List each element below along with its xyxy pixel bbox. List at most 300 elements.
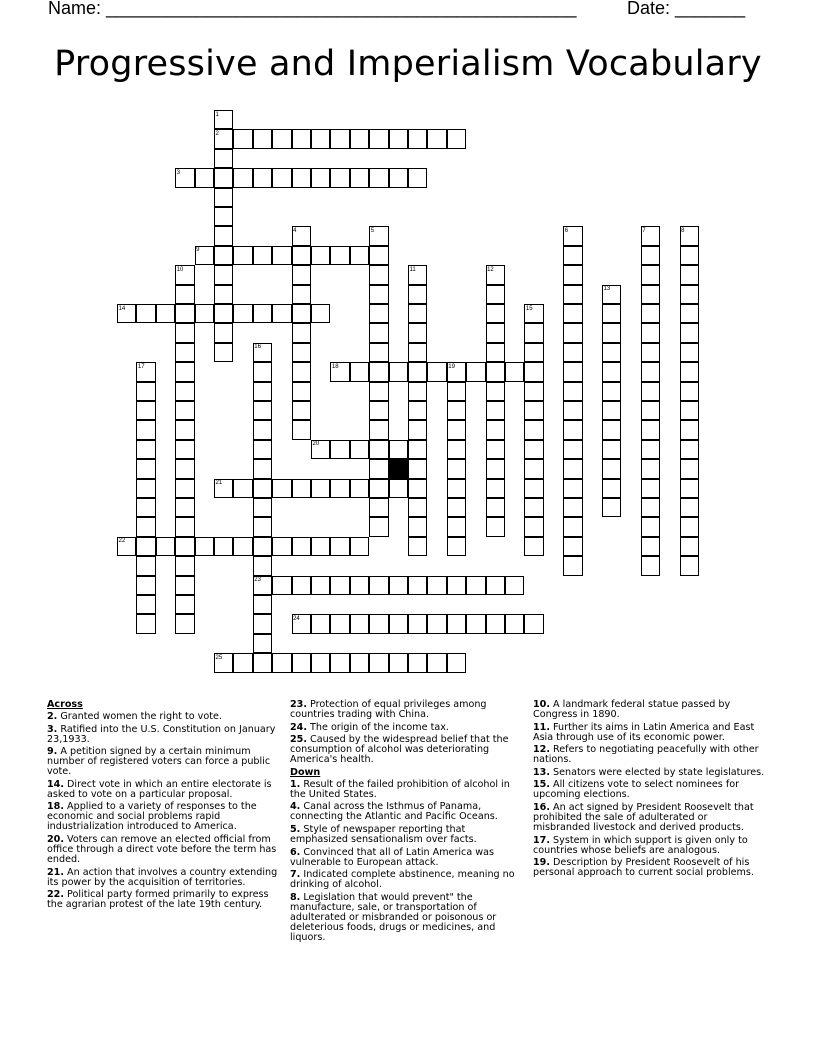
grid-cell[interactable] <box>408 498 427 517</box>
grid-cell[interactable] <box>136 576 155 595</box>
grid-cell[interactable] <box>563 304 582 323</box>
grid-cell[interactable] <box>253 634 272 653</box>
grid-cell[interactable] <box>641 304 660 323</box>
grid-cell[interactable] <box>563 246 582 265</box>
grid-cell[interactable] <box>524 420 543 439</box>
grid-cell[interactable] <box>524 323 543 342</box>
grid-cell[interactable] <box>524 382 543 401</box>
grid-cell[interactable] <box>563 556 582 575</box>
grid-cell[interactable] <box>253 420 272 439</box>
grid-cell[interactable] <box>408 420 427 439</box>
grid-cell[interactable] <box>486 517 505 536</box>
grid-cell[interactable] <box>641 401 660 420</box>
grid-cell[interactable] <box>447 614 466 633</box>
grid-cell[interactable] <box>680 401 699 420</box>
grid-cell[interactable] <box>214 343 233 362</box>
grid-cell[interactable] <box>330 168 349 187</box>
grid-cell[interactable] <box>369 362 388 381</box>
grid-cell[interactable] <box>253 537 272 556</box>
grid-cell[interactable] <box>486 362 505 381</box>
grid-cell[interactable] <box>156 304 175 323</box>
grid-cell[interactable] <box>175 285 194 304</box>
grid-cell[interactable] <box>214 285 233 304</box>
grid-cell[interactable] <box>602 498 621 517</box>
grid-cell[interactable] <box>233 537 252 556</box>
grid-cell[interactable] <box>563 362 582 381</box>
grid-cell[interactable] <box>195 168 214 187</box>
grid-cell[interactable] <box>641 343 660 362</box>
clue-number-label: 11 <box>409 266 416 273</box>
grid-cell[interactable] <box>175 517 194 536</box>
grid-cell[interactable] <box>369 517 388 536</box>
grid-cell[interactable] <box>175 537 194 556</box>
grid-cell[interactable] <box>680 498 699 517</box>
grid-cell[interactable] <box>680 556 699 575</box>
grid-cell[interactable] <box>175 498 194 517</box>
grid-cell[interactable] <box>253 595 272 614</box>
grid-cell[interactable] <box>311 304 330 323</box>
grid-cell[interactable] <box>175 614 194 633</box>
grid-cell[interactable] <box>408 401 427 420</box>
grid-cell[interactable] <box>350 614 369 633</box>
grid-cell[interactable] <box>680 517 699 536</box>
grid-cell[interactable] <box>330 479 349 498</box>
grid-cell[interactable] <box>369 420 388 439</box>
grid-cell[interactable] <box>330 537 349 556</box>
grid-cell[interactable] <box>292 537 311 556</box>
grid-cell[interactable] <box>156 537 175 556</box>
grid-cell[interactable] <box>311 537 330 556</box>
grid-cell[interactable] <box>175 362 194 381</box>
grid-cell[interactable] <box>136 479 155 498</box>
grid-cell[interactable] <box>369 459 388 478</box>
grid-cell[interactable] <box>505 576 524 595</box>
grid-cell[interactable] <box>350 168 369 187</box>
grid-cell[interactable] <box>486 459 505 478</box>
grid-cell[interactable] <box>330 440 349 459</box>
grid-cell[interactable] <box>447 440 466 459</box>
grid-cell[interactable] <box>505 614 524 633</box>
grid-cell[interactable] <box>330 129 349 148</box>
grid-cell[interactable] <box>292 343 311 362</box>
grid-cell[interactable] <box>175 459 194 478</box>
grid-cell[interactable] <box>486 304 505 323</box>
grid-cell[interactable] <box>292 382 311 401</box>
grid-cell[interactable] <box>136 401 155 420</box>
grid-cell[interactable] <box>292 129 311 148</box>
grid-cell[interactable] <box>311 129 330 148</box>
grid-cell[interactable] <box>272 129 291 148</box>
grid-cell[interactable] <box>136 595 155 614</box>
grid-cell[interactable] <box>602 362 621 381</box>
grid-cell[interactable] <box>641 556 660 575</box>
clue-item <box>290 870 522 890</box>
grid-cell[interactable] <box>524 614 543 633</box>
grid-cell[interactable] <box>253 556 272 575</box>
grid-cell[interactable] <box>292 285 311 304</box>
grid-cell[interactable] <box>175 576 194 595</box>
grid-cell[interactable] <box>563 285 582 304</box>
grid-cell[interactable] <box>214 207 233 226</box>
grid-cell[interactable] <box>680 537 699 556</box>
grid-cell[interactable] <box>311 168 330 187</box>
grid-cell[interactable] <box>447 459 466 478</box>
grid-cell[interactable] <box>214 226 233 245</box>
grid-cell[interactable] <box>680 323 699 342</box>
grid-cell[interactable] <box>641 420 660 439</box>
grid-cell[interactable] <box>214 168 233 187</box>
grid-cell[interactable] <box>253 440 272 459</box>
grid-cell[interactable] <box>408 459 427 478</box>
grid-cell[interactable] <box>136 614 155 633</box>
grid-cell[interactable] <box>350 537 369 556</box>
grid-cell[interactable] <box>292 576 311 595</box>
grid-cell[interactable] <box>408 304 427 323</box>
grid-cell[interactable] <box>369 304 388 323</box>
grid-cell[interactable] <box>602 440 621 459</box>
grid-cell[interactable] <box>350 576 369 595</box>
grid-cell[interactable] <box>272 537 291 556</box>
grid-cell[interactable] <box>369 246 388 265</box>
grid-cell[interactable] <box>369 653 388 672</box>
grid-cell[interactable] <box>253 382 272 401</box>
grid-cell[interactable] <box>680 440 699 459</box>
grid-cell[interactable] <box>447 479 466 498</box>
grid-cell[interactable] <box>330 246 349 265</box>
grid-cell[interactable] <box>272 246 291 265</box>
grid-cell[interactable] <box>350 246 369 265</box>
grid-cell[interactable] <box>136 556 155 575</box>
grid-cell[interactable] <box>136 537 155 556</box>
grid-cell[interactable] <box>272 576 291 595</box>
grid-cell[interactable] <box>563 440 582 459</box>
grid-cell[interactable] <box>641 440 660 459</box>
grid-cell[interactable] <box>175 440 194 459</box>
grid-cell[interactable] <box>408 537 427 556</box>
grid-cell[interactable] <box>408 517 427 536</box>
grid-cell[interactable] <box>486 440 505 459</box>
grid-cell[interactable] <box>505 362 524 381</box>
grid-cell[interactable] <box>136 382 155 401</box>
grid-cell[interactable] <box>486 323 505 342</box>
grid-cell[interactable] <box>253 129 272 148</box>
grid-cell[interactable] <box>680 246 699 265</box>
grid-cell[interactable] <box>214 323 233 342</box>
grid-cell[interactable] <box>408 362 427 381</box>
grid-cell[interactable] <box>641 265 660 284</box>
grid-cell[interactable] <box>253 498 272 517</box>
grid-cell[interactable] <box>253 614 272 633</box>
grid-cell[interactable] <box>311 653 330 672</box>
grid-cell[interactable] <box>447 420 466 439</box>
grid-cell[interactable] <box>253 653 272 672</box>
grid-cell[interactable] <box>563 343 582 362</box>
grid-cell[interactable] <box>524 479 543 498</box>
grid-cell[interactable] <box>369 323 388 342</box>
grid-cell[interactable] <box>292 323 311 342</box>
clue-number-label: 24 <box>293 615 300 622</box>
grid-cell[interactable] <box>175 420 194 439</box>
grid-cell[interactable] <box>136 420 155 439</box>
clue-text: Description by President Roosevelt of his personal approach to current social problems. <box>533 857 754 879</box>
grid-cell[interactable] <box>680 382 699 401</box>
grid-cell[interactable] <box>563 323 582 342</box>
grid-cell[interactable] <box>563 498 582 517</box>
grid-cell[interactable] <box>292 362 311 381</box>
grid-cell[interactable] <box>602 459 621 478</box>
grid-cell[interactable] <box>369 479 388 498</box>
clue-item <box>47 868 279 888</box>
grid-cell[interactable] <box>408 479 427 498</box>
grid-cell[interactable] <box>214 246 233 265</box>
grid-cell[interactable] <box>350 653 369 672</box>
grid-cell[interactable] <box>369 129 388 148</box>
grid-cell[interactable] <box>253 401 272 420</box>
grid-cell[interactable] <box>447 517 466 536</box>
grid-cell[interactable] <box>447 576 466 595</box>
grid-cell[interactable] <box>369 576 388 595</box>
grid-cell[interactable] <box>466 362 485 381</box>
grid-cell[interactable] <box>369 168 388 187</box>
grid-cell[interactable] <box>292 420 311 439</box>
grid-cell[interactable] <box>641 246 660 265</box>
grid-cell[interactable] <box>292 304 311 323</box>
grid-cell[interactable] <box>641 285 660 304</box>
grid-cell[interactable] <box>680 362 699 381</box>
grid-cell[interactable] <box>486 479 505 498</box>
grid-cell[interactable] <box>427 576 446 595</box>
grid-cell[interactable] <box>253 246 272 265</box>
grid-cell[interactable] <box>563 479 582 498</box>
grid-cell[interactable] <box>680 304 699 323</box>
grid-cell[interactable] <box>447 537 466 556</box>
grid-cell[interactable] <box>486 576 505 595</box>
clue-item <box>47 747 279 777</box>
grid-cell[interactable] <box>563 537 582 556</box>
grid-cell[interactable] <box>253 459 272 478</box>
grid-cell[interactable] <box>369 343 388 362</box>
grid-cell[interactable] <box>253 479 272 498</box>
grid-cell[interactable] <box>524 401 543 420</box>
grid-cell[interactable] <box>466 576 485 595</box>
grid-cell[interactable] <box>369 382 388 401</box>
clue-item <box>533 768 765 778</box>
grid-cell[interactable] <box>641 498 660 517</box>
grid-cell[interactable] <box>447 129 466 148</box>
grid-cell[interactable] <box>447 653 466 672</box>
grid-cell[interactable] <box>486 401 505 420</box>
grid-cell[interactable] <box>233 479 252 498</box>
grid-cell[interactable] <box>389 614 408 633</box>
grid-cell[interactable] <box>136 498 155 517</box>
grid-cell[interactable] <box>311 614 330 633</box>
grid-cell[interactable] <box>233 304 252 323</box>
grid-cell[interactable] <box>311 576 330 595</box>
grid-cell[interactable] <box>389 129 408 148</box>
clue-number-label: 1 <box>215 111 219 118</box>
grid-cell[interactable] <box>427 653 446 672</box>
grid-cell[interactable] <box>369 285 388 304</box>
grid-cell[interactable] <box>272 653 291 672</box>
grid-cell[interactable] <box>292 246 311 265</box>
grid-cell[interactable] <box>292 168 311 187</box>
grid-cell[interactable] <box>175 382 194 401</box>
grid-cell[interactable] <box>680 285 699 304</box>
grid-cell[interactable] <box>233 653 252 672</box>
grid-cell[interactable] <box>524 459 543 478</box>
grid-cell[interactable] <box>311 479 330 498</box>
grid-cell[interactable] <box>350 479 369 498</box>
grid-cell[interactable] <box>369 440 388 459</box>
grid-cell[interactable] <box>136 440 155 459</box>
grid-cell[interactable] <box>214 304 233 323</box>
grid-cell[interactable] <box>292 479 311 498</box>
grid-cell[interactable] <box>136 304 155 323</box>
grid-cell[interactable] <box>408 614 427 633</box>
grid-cell[interactable] <box>408 129 427 148</box>
grid-cell[interactable] <box>272 168 291 187</box>
grid-cell[interactable] <box>408 285 427 304</box>
grid-cell[interactable] <box>311 246 330 265</box>
grid-cell[interactable] <box>389 440 408 459</box>
grid-cell[interactable] <box>389 362 408 381</box>
grid-cell[interactable] <box>136 459 155 478</box>
grid-cell[interactable] <box>175 595 194 614</box>
grid-cell[interactable] <box>680 479 699 498</box>
grid-cell[interactable] <box>330 653 349 672</box>
grid-cell[interactable] <box>389 168 408 187</box>
grid-cell[interactable] <box>524 498 543 517</box>
grid-cell[interactable] <box>680 343 699 362</box>
grid-cell[interactable] <box>680 459 699 478</box>
grid-cell[interactable] <box>486 614 505 633</box>
grid-cell[interactable] <box>408 343 427 362</box>
grid-cell[interactable] <box>195 537 214 556</box>
grid-cell[interactable] <box>253 304 272 323</box>
grid-cell[interactable] <box>563 401 582 420</box>
grid-cell[interactable] <box>350 129 369 148</box>
clue-number-label: 25 <box>215 654 223 661</box>
clue-text: Refers to negotiating peacefully with other nations. <box>533 744 759 766</box>
grid-cell[interactable] <box>408 168 427 187</box>
grid-cell[interactable] <box>447 382 466 401</box>
grid-cell[interactable] <box>272 304 291 323</box>
grid-cell[interactable] <box>447 498 466 517</box>
grid-cell[interactable] <box>330 614 349 633</box>
grid-cell[interactable] <box>389 653 408 672</box>
grid-cell[interactable] <box>253 362 272 381</box>
grid-cell[interactable] <box>292 401 311 420</box>
grid-cell[interactable] <box>369 401 388 420</box>
grid-cell[interactable] <box>408 576 427 595</box>
grid-cell[interactable] <box>175 556 194 575</box>
grid-cell[interactable] <box>524 440 543 459</box>
grid-cell[interactable] <box>175 323 194 342</box>
grid-cell[interactable] <box>486 498 505 517</box>
grid-cell[interactable] <box>641 459 660 478</box>
grid-cell[interactable] <box>447 401 466 420</box>
grid-cell[interactable] <box>175 304 194 323</box>
grid-cell[interactable] <box>214 537 233 556</box>
grid-cell[interactable] <box>233 129 252 148</box>
grid-cell[interactable] <box>136 517 155 536</box>
grid-cell[interactable] <box>253 168 272 187</box>
grid-cell[interactable] <box>602 420 621 439</box>
grid-cell[interactable] <box>680 420 699 439</box>
grid-cell[interactable] <box>641 323 660 342</box>
grid-cell[interactable] <box>427 129 446 148</box>
grid-cell[interactable] <box>641 479 660 498</box>
grid-cell[interactable] <box>602 343 621 362</box>
grid-cell[interactable] <box>369 498 388 517</box>
grid-cell[interactable] <box>350 362 369 381</box>
grid-cell[interactable] <box>214 265 233 284</box>
grid-cell[interactable] <box>214 149 233 168</box>
grid-cell[interactable] <box>524 537 543 556</box>
grid-cell[interactable] <box>486 285 505 304</box>
grid-cell[interactable] <box>641 382 660 401</box>
grid-cell[interactable] <box>175 343 194 362</box>
grid-cell[interactable] <box>563 265 582 284</box>
grid-cell[interactable] <box>563 420 582 439</box>
grid-cell[interactable] <box>524 343 543 362</box>
grid-cell[interactable] <box>427 362 446 381</box>
grid-cell[interactable] <box>389 576 408 595</box>
grid-cell[interactable] <box>389 479 408 498</box>
grid-cell[interactable] <box>602 401 621 420</box>
grid-cell[interactable] <box>602 323 621 342</box>
grid-cell[interactable] <box>641 362 660 381</box>
grid-cell[interactable] <box>292 265 311 284</box>
grid-cell[interactable] <box>641 517 660 536</box>
grid-cell[interactable] <box>233 168 252 187</box>
grid-cell[interactable] <box>563 382 582 401</box>
grid-cell[interactable] <box>292 653 311 672</box>
grid-cell[interactable] <box>486 343 505 362</box>
clue-text: Result of the failed prohibition of alcohol in the United States. <box>290 778 510 800</box>
grid-cell[interactable] <box>408 653 427 672</box>
grid-cell[interactable] <box>524 517 543 536</box>
grid-cell[interactable] <box>369 265 388 284</box>
grid-cell[interactable] <box>408 323 427 342</box>
grid-cell[interactable] <box>175 401 194 420</box>
grid-cell[interactable] <box>602 382 621 401</box>
grid-cell[interactable] <box>563 459 582 478</box>
grid-cell[interactable] <box>408 382 427 401</box>
grid-cell[interactable] <box>486 420 505 439</box>
grid-cell[interactable] <box>350 440 369 459</box>
grid-cell[interactable] <box>408 440 427 459</box>
grid-cell[interactable] <box>272 479 291 498</box>
grid-cell[interactable] <box>195 304 214 323</box>
grid-cell[interactable] <box>602 479 621 498</box>
grid-cell[interactable] <box>602 304 621 323</box>
clue-number: 4. <box>290 801 301 813</box>
grid-cell[interactable] <box>175 479 194 498</box>
grid-cell[interactable] <box>253 517 272 536</box>
grid-cell[interactable] <box>369 614 388 633</box>
grid-cell[interactable] <box>524 362 543 381</box>
grid-cell[interactable] <box>233 246 252 265</box>
grid-cell[interactable] <box>466 614 485 633</box>
grid-cell[interactable] <box>214 188 233 207</box>
grid-cell[interactable] <box>486 382 505 401</box>
grid-cell[interactable] <box>563 517 582 536</box>
grid-cell[interactable] <box>680 265 699 284</box>
grid-cell[interactable] <box>641 537 660 556</box>
grid-cell[interactable] <box>427 614 446 633</box>
grid-cell[interactable] <box>330 576 349 595</box>
